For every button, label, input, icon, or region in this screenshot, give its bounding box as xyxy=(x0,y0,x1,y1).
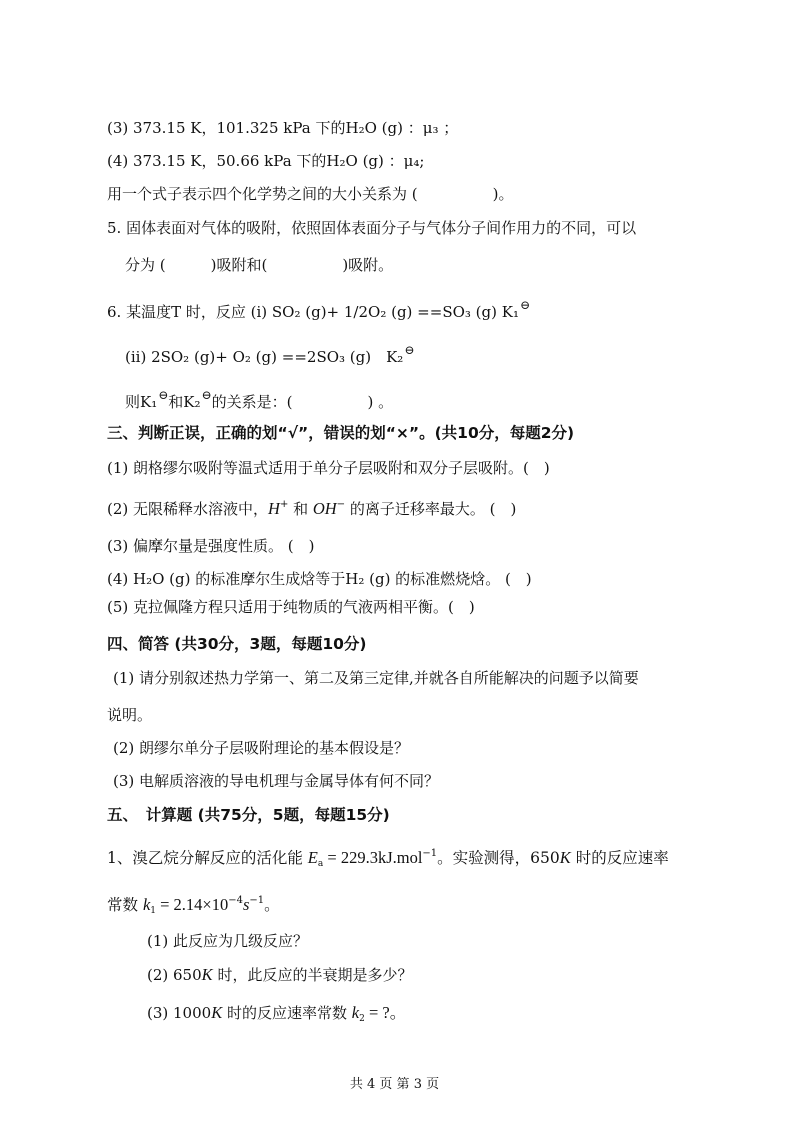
section-3-title: 三、判断正误，正确的划“√”，错误的划“×”。(共10分，每题2分) xyxy=(107,424,575,442)
question-6-line-1 xyxy=(107,295,530,322)
standard-symbol-icon: ⊖ xyxy=(404,343,415,357)
calc-subquestion-1: (1) 此反应为几级反应？ xyxy=(147,932,309,950)
problem-text: 。实验测得，650 xyxy=(437,849,560,867)
hydroxide-ion: OH xyxy=(312,499,337,518)
relation-blank: 的关系是：( ) 。 xyxy=(211,393,394,411)
activation-energy-value: = 229.3kJ.mol xyxy=(323,848,423,867)
page-footer: 共 4 页 第 3 页 xyxy=(349,1077,440,1092)
subquestion-text: (2) 650 xyxy=(147,966,202,984)
and-text: 和 xyxy=(288,500,313,518)
rate-constant-symbol: k xyxy=(142,895,151,914)
seconds-unit: s xyxy=(243,895,250,914)
rate-constant-value: = 2.14×10 xyxy=(156,895,229,914)
standard-symbol-icon: ⊖ xyxy=(201,388,212,402)
subquestion-text: 时的反应速率常数 xyxy=(222,1004,352,1022)
activation-energy-symbol: E xyxy=(307,848,318,867)
reaction-i: 6. 某温度T 时，反应 (i) SO₂ (g)+ 1/2O₂ (g) ==SO₃ (g) K₁ xyxy=(107,303,519,321)
standard-symbol-icon: ⊖ xyxy=(519,298,531,312)
subscript-2: 2 xyxy=(359,1014,365,1024)
kelvin-unit: K xyxy=(201,965,213,984)
item-2-text: (2) 无限稀释水溶液中， xyxy=(107,500,269,518)
reaction-ii: (ii) 2SO₂ (g)+ O₂ (g) ==2SO₃ (g) K₂ xyxy=(125,348,404,366)
exponent: −4 xyxy=(228,895,243,906)
item-4-line: (4) 373.15 K，50.66 kPa 下的H₂O (g) ：μ₄; xyxy=(107,152,425,170)
kelvin-unit: K xyxy=(211,1003,223,1022)
question-5-line-1: 5. 固体表面对气体的吸附，依照固体表面分子与气体分子间作用力的不同，可以 xyxy=(107,219,637,237)
short-answer-3: (3) 电解质溶液的导电机理与金属导体有何不同？ xyxy=(113,772,440,790)
item-2-tail: 的离子迁移率最大。 ( ) xyxy=(345,500,517,518)
calc-subquestion-3 xyxy=(147,1003,406,1029)
subquestion-text: 时，此反应的半衰期是多少？ xyxy=(212,966,413,984)
true-false-item-1: (1) 朗格缪尔吸附等温式适用于单分子层吸附和双分子层吸附。( ) xyxy=(107,459,550,477)
problem-text: 时的反应速率 xyxy=(570,849,669,867)
true-false-item-4: (4) H₂O (g) 的标准摩尔生成焓等于H₂ (g) 的标准燃烧焓。 ( ) xyxy=(107,570,532,588)
hydrogen-ion: H xyxy=(268,499,280,518)
kelvin-unit: K xyxy=(559,848,571,867)
true-false-item-2 xyxy=(107,495,516,519)
subquestion-text: = ?。 xyxy=(364,1003,407,1022)
calc-problem-1-line-2 xyxy=(107,891,280,921)
chemical-potential-question: 用一个式子表示四个化学势之间的大小关系为 ( )。 xyxy=(107,185,514,203)
subscript-1: 1 xyxy=(150,906,156,916)
question-6-line-3 xyxy=(125,385,393,412)
true-false-item-5: (5) 克拉佩隆方程只适用于纯物质的气液两相平衡。( ) xyxy=(107,598,475,616)
question-5-line-2: 分为 ( )吸附和( )吸附。 xyxy=(125,256,394,274)
calc-problem-1-line-1 xyxy=(107,844,669,874)
exponent: −1 xyxy=(422,848,438,859)
short-answer-1-line-2: 说明。 xyxy=(107,706,153,724)
problem-text: 常数 xyxy=(107,896,143,914)
k1-label: 则K₁ xyxy=(125,393,158,411)
section-4-title: 四、简答 (共30分，3题，每题10分) xyxy=(107,635,367,653)
charge-plus: + xyxy=(279,499,289,510)
question-6-line-2 xyxy=(125,340,414,367)
exponent: −1 xyxy=(249,895,265,906)
subscript-a: a xyxy=(317,859,324,869)
true-false-item-3: (3) 偏摩尔量是强度性质。 ( ) xyxy=(107,537,315,555)
short-answer-2: (2) 朗缪尔单分子层吸附理论的基本假设是？ xyxy=(113,739,410,757)
item-3-line: (3) 373.15 K，101.325 kPa 下的H₂O (g) ：μ₃ ； xyxy=(107,119,459,137)
problem-text: 。 xyxy=(264,896,280,914)
section-5-title: 五、 计算题 (共75分，5题，每题15分) xyxy=(107,806,390,824)
rate-constant-symbol: k xyxy=(351,1003,360,1022)
problem-text: 1、溴乙烷分解反应的活化能 xyxy=(107,849,308,867)
calc-subquestion-2 xyxy=(147,965,412,985)
k2-label: 和K₂ xyxy=(168,393,201,411)
charge-minus: − xyxy=(336,499,346,510)
short-answer-1-line-1: (1) 请分别叙述热力学第一、第二及第三定律,并就各自所能解决的问题予以简要 xyxy=(113,669,639,687)
subquestion-text: (3) 1000 xyxy=(147,1004,212,1022)
standard-symbol-icon: ⊖ xyxy=(158,388,169,402)
